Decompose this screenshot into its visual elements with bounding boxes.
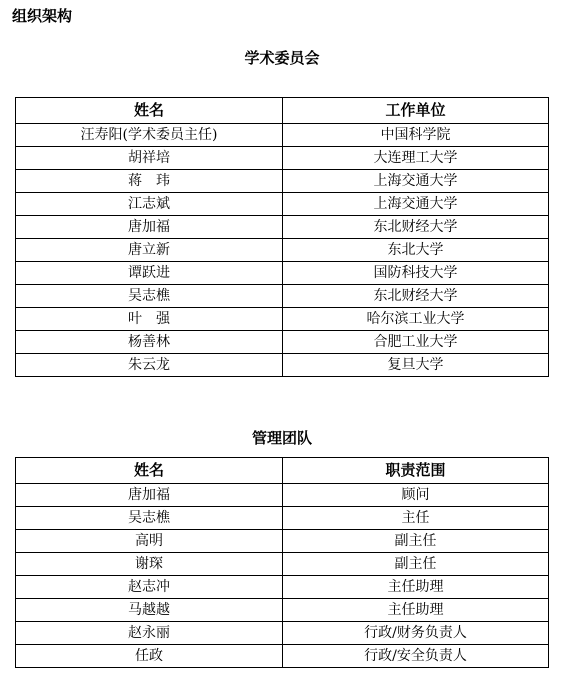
team-header-name: 姓名	[16, 458, 283, 484]
member-role: 主任助理	[283, 599, 549, 622]
member-affiliation: 哈尔滨工业大学	[283, 308, 549, 331]
table-row	[16, 239, 549, 262]
table-row	[16, 308, 549, 331]
table-row	[16, 193, 549, 216]
table-row	[16, 645, 549, 668]
team-section-title: 管理团队	[251, 429, 312, 447]
table-row	[16, 622, 549, 645]
table-row	[16, 354, 549, 377]
member-role: 副主任	[283, 553, 549, 576]
member-name: 唐加福	[16, 216, 283, 239]
table-row	[16, 507, 549, 530]
table-row	[16, 170, 549, 193]
member-affiliation: 中国科学院	[283, 124, 549, 147]
committee-header-name: 姓名	[16, 98, 283, 124]
table-row	[16, 147, 549, 170]
team-header-row	[16, 458, 549, 484]
table-row	[16, 599, 549, 622]
member-name: 谢琛	[16, 553, 283, 576]
member-name: 赵志冲	[16, 576, 283, 599]
table-row	[16, 331, 549, 354]
table-row	[16, 262, 549, 285]
member-name: 吴志樵	[16, 507, 283, 530]
table-row	[16, 124, 549, 147]
member-affiliation: 上海交通大学	[283, 170, 549, 193]
member-name: 蒋 玮	[16, 170, 283, 193]
member-affiliation: 大连理工大学	[283, 147, 549, 170]
member-name: 杨善林	[16, 331, 283, 354]
committee-section-title: 学术委员会	[244, 49, 320, 67]
member-name: 江志斌	[16, 193, 283, 216]
committee-header-affiliation: 工作单位	[283, 98, 549, 124]
member-name: 朱云龙	[16, 354, 283, 377]
member-affiliation: 东北大学	[283, 239, 549, 262]
member-affiliation: 上海交通大学	[283, 193, 549, 216]
member-affiliation: 复旦大学	[283, 354, 549, 377]
member-affiliation: 东北财经大学	[283, 285, 549, 308]
member-affiliation: 东北财经大学	[283, 216, 549, 239]
table-row	[16, 216, 549, 239]
team-table	[15, 457, 549, 668]
member-name: 马越越	[16, 599, 283, 622]
member-name: 谭跃进	[16, 262, 283, 285]
table-row	[16, 576, 549, 599]
member-affiliation: 国防科技大学	[283, 262, 549, 285]
committee-header-row	[16, 98, 549, 124]
member-name: 汪寿阳(学术委员主任)	[16, 124, 283, 147]
member-role: 行政/安全负责人	[283, 645, 549, 668]
team-header-role: 职责范围	[283, 458, 549, 484]
committee-table	[15, 97, 549, 377]
member-role: 主任	[283, 507, 549, 530]
member-name: 唐加福	[16, 484, 283, 507]
member-name: 叶 强	[16, 308, 283, 331]
member-name: 胡祥培	[16, 147, 283, 170]
table-row	[16, 530, 549, 553]
table-row	[16, 484, 549, 507]
member-role: 副主任	[283, 530, 549, 553]
member-name: 赵永丽	[16, 622, 283, 645]
page-title: 组织架构	[12, 7, 73, 25]
member-affiliation: 合肥工业大学	[283, 331, 549, 354]
member-role: 顾问	[283, 484, 549, 507]
member-role: 行政/财务负责人	[283, 622, 549, 645]
table-row	[16, 553, 549, 576]
member-name: 唐立新	[16, 239, 283, 262]
member-role: 主任助理	[283, 576, 549, 599]
member-name: 吴志樵	[16, 285, 283, 308]
member-name: 任政	[16, 645, 283, 668]
member-name: 高明	[16, 530, 283, 553]
table-row	[16, 285, 549, 308]
